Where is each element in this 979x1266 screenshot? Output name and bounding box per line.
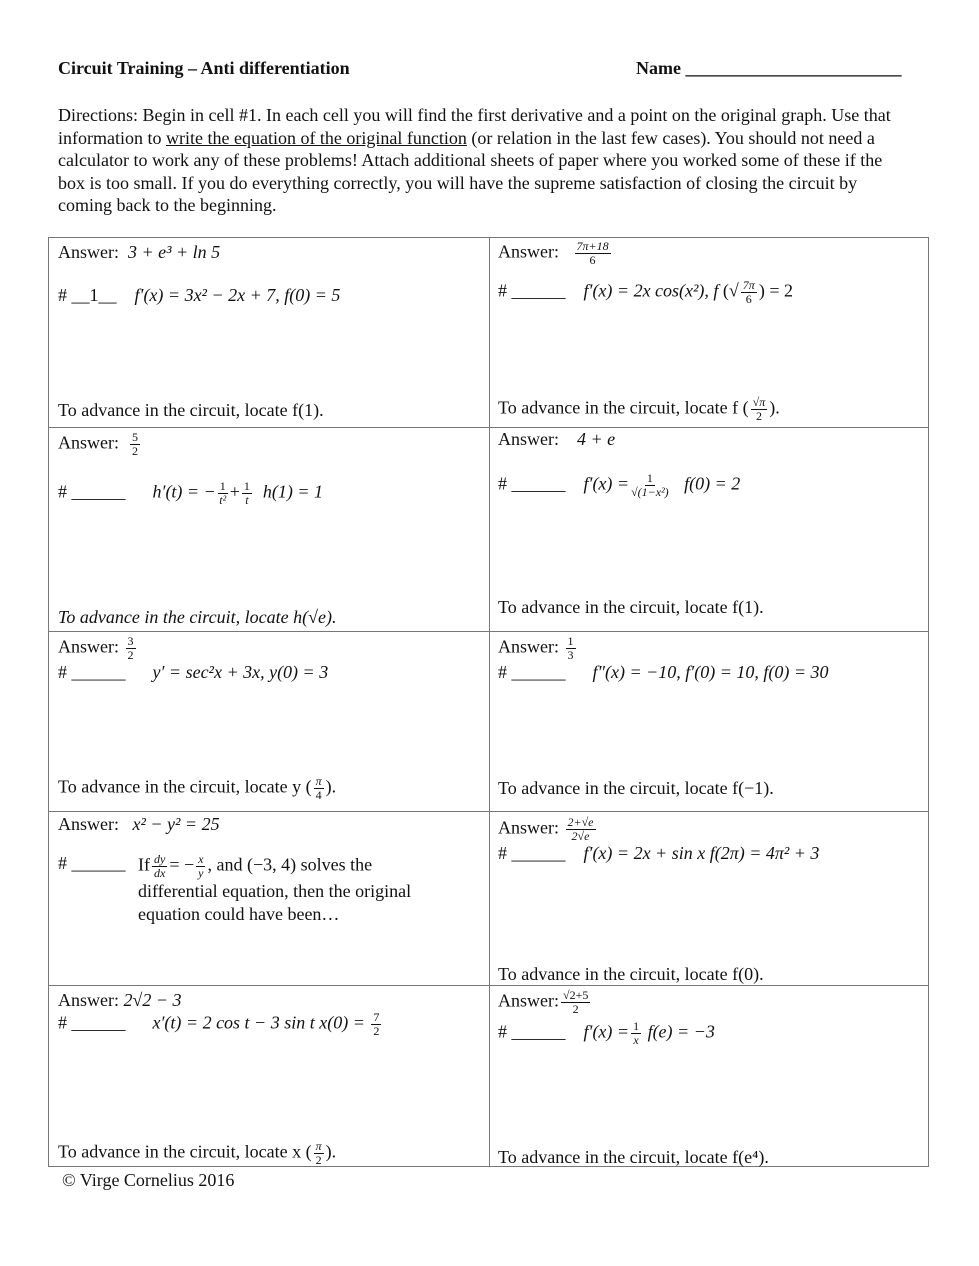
- name-field[interactable]: Name ________________________: [636, 58, 902, 78]
- cell-8: Answer: $\frac{2+√e}{2√e}$ # ______ f′(x) = 2x + sin x f(2π) = 4π² + 3 To advance in the circuit, locate f(0).: [498, 815, 820, 984]
- cell-4: [498, 429, 928, 617]
- answer-label: Answer:: [58, 990, 119, 1010]
- cell-number[interactable]: # ______: [58, 853, 126, 873]
- answer-label: Answer:: [58, 242, 119, 262]
- problem: y′ = sec²x + 3x, y(0) = 3: [152, 662, 329, 682]
- cell-number[interactable]: # ______: [58, 481, 126, 502]
- cell-9: Answer: 2√2 − 3 # ______ x′(t) = 2 cos t − 3 sin t x(0) = $\frac{7}{2}$ To advance in the circuit, locate x ( $\frac{\pi}{2}$ ).: [58, 990, 380, 1167]
- copyright: © Virge Cornelius 2016: [62, 1170, 235, 1190]
- row-divider: [49, 811, 928, 812]
- cell-number[interactable]: # ______: [498, 1021, 566, 1042]
- problem: f′(x) = 2x + sin x f(2π) = 4π² + 3: [583, 843, 820, 863]
- answer-label: Answer:: [58, 432, 119, 453]
- problem: # ______ f′(x) = $\frac{1}{\text{√(1−x²)}}$ f(0) = 2: [498, 471, 741, 499]
- problem-value: = 2: [769, 280, 793, 301]
- problem: x′(t) = 2 cos t − 3 sin t x(0) =: [152, 1012, 365, 1033]
- answer-value: 3 + e³ + ln 5: [128, 242, 221, 262]
- cell-number[interactable]: # ______: [498, 662, 566, 682]
- problem: # ______ If $\frac{dy}{dx}$ = − $\frac{x}{y}$ , and (−3, 4) solves the differential equation, then the original equation could have been…: [58, 852, 412, 924]
- circuit-grid: [48, 237, 929, 1167]
- problem: # ______ f′(x) = $\frac{1}{x}$ f(e) = −3: [498, 1019, 715, 1047]
- cell-number[interactable]: # ______: [498, 473, 566, 494]
- problem: f″(x) = −10, f′(0) = 10, f(0) = 30: [592, 662, 829, 682]
- locate-instruction: To advance in the circuit, locate h(√e).: [58, 607, 337, 627]
- cell-10: Answer: $\frac{√2+5}{2}$ # ______ f′(x) = $\frac{1}{x}$ f(e) = −3 To advance in the circuit, locate f(e⁴).: [498, 989, 928, 1047]
- directions-text-end: (or relation in the last few cases). You should not need a calculator to work any of these problems! Attach additional sheets of paper where you worked some of these if the box is too small. If you do everything correctly, you will have the supreme satisfaction of closing the circuit by coming back to the beginning.: [58, 127, 883, 215]
- cell-7: [58, 814, 488, 926]
- locate-instruction: To advance in the circuit, locate f(1).: [498, 597, 764, 617]
- cell-2: Answer: $\frac{7\pi+18}{6}$ # ______ f′(x) = 2x cos(x²), f (√ $\frac{7\pi}{6}$ ) = 2 To advance in the circuit, locate f ( $\frac{√\pi}{2}$ ).: [498, 239, 793, 423]
- answer-label: Answer:: [498, 990, 559, 1011]
- cell-number[interactable]: # ______: [498, 843, 566, 863]
- problem: f′(x) = 3x² − 2x + 7, f(0) = 5: [134, 285, 341, 305]
- page-title: Circuit Training – Anti differentiation: [58, 58, 350, 78]
- answer-fraction: $\frac{5}{2}$: [132, 430, 138, 458]
- cell-number[interactable]: # __1__: [58, 285, 117, 305]
- locate-instruction: To advance in the circuit, locate f(e⁴).: [498, 1147, 769, 1167]
- cell-number[interactable]: # ______: [58, 1012, 126, 1033]
- locate-instruction: To advance in the circuit, locate x ( $\frac{\pi}{2}$ ).: [58, 1139, 337, 1167]
- answer-label: Answer:: [498, 241, 559, 262]
- answer-label: Answer:: [58, 636, 119, 657]
- locate-instruction: To advance in the circuit, locate f ( $\frac{√\pi}{2}$ ).: [498, 395, 780, 423]
- directions-underlined: write the equation of the original function: [165, 127, 467, 148]
- problem: f′(x) = 2x cos(x²), f: [583, 280, 719, 301]
- answer-value: x² − y² = 25: [132, 814, 220, 834]
- cell-number[interactable]: # ______: [498, 280, 566, 301]
- answer-label: Answer:: [58, 814, 119, 834]
- locate-instruction: To advance in the circuit, locate f(−1).: [498, 778, 774, 798]
- column-divider: [489, 238, 490, 1166]
- locate-instruction: To advance in the circuit, locate f(0).: [498, 964, 764, 984]
- answer-label: Answer:: [498, 429, 559, 449]
- answer-label: Answer:: [498, 817, 559, 838]
- problem: # ______ h′(t) = − $\frac{1}{\text{t²}}$ + $\frac{1}{t}$ h(1) = 1: [58, 479, 324, 507]
- cell-6: Answer: $\frac{1}{3}$ # ______ f″(x) = −10, f′(0) = 10, f(0) = 30 To advance in the circuit, locate f(−1).: [498, 634, 829, 798]
- directions-text: Directions: Begin in cell #1. In each cell you will find the first derivative and a point on the original graph. Use that information to: [58, 105, 891, 148]
- answer-label: Answer:: [498, 636, 559, 657]
- locate-instruction: To advance in the circuit, locate f(1).: [58, 400, 324, 420]
- locate-instruction: To advance in the circuit, locate y ( $\frac{\pi}{4}$ ).: [58, 774, 337, 802]
- row-divider: [49, 631, 928, 632]
- argument-fraction: $\frac{7\pi}{6}$: [742, 278, 755, 306]
- row-divider: [49, 985, 928, 986]
- answer-value: 4 + e: [577, 429, 616, 449]
- directions: [58, 104, 908, 217]
- answer-value: 2√2 − 3: [123, 990, 182, 1010]
- cell-1: [58, 242, 488, 420]
- answer-fraction: $\frac{7\pi+18}{6}$: [576, 239, 609, 267]
- cell-5: Answer: $\frac{3}{2}$ # ______ y′ = sec²x + 3x, y(0) = 3 To advance in the circuit, locate y ( $\frac{\pi}{4}$ ).: [58, 634, 337, 802]
- row-divider: [49, 427, 928, 428]
- cell-3: [58, 430, 488, 627]
- cell-number[interactable]: # ______: [58, 662, 126, 682]
